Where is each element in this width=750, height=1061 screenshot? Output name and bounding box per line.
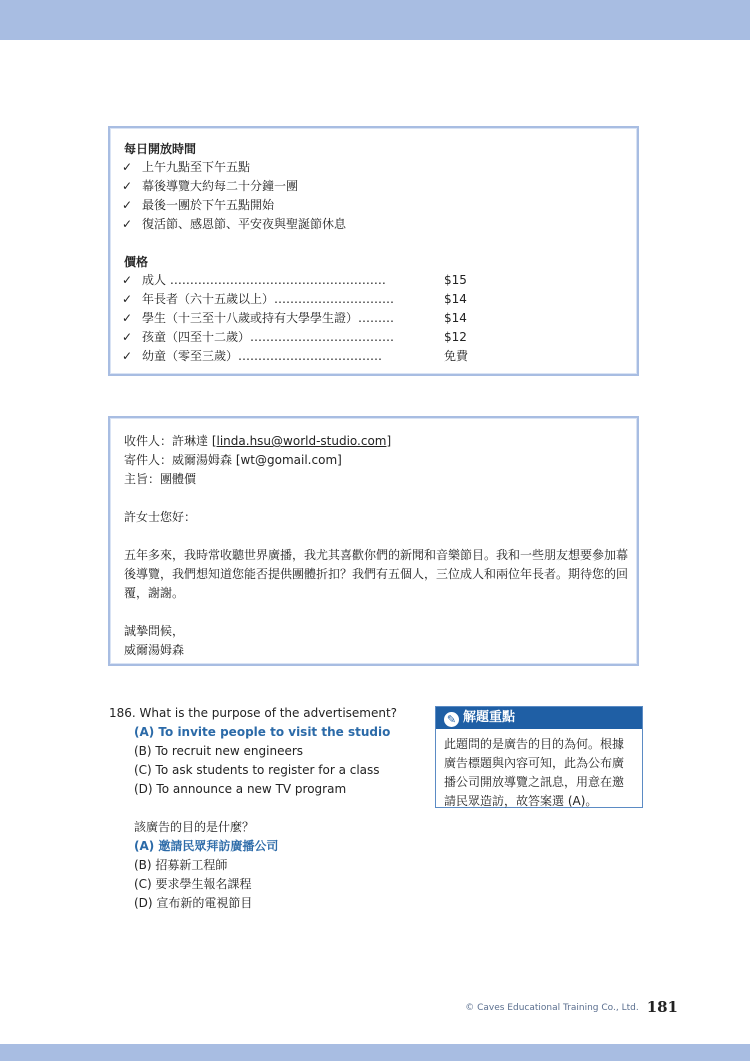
check-icon: ✓	[122, 198, 133, 212]
email-content	[124, 432, 629, 660]
option-a-zh: (A) 邀請民眾拜訪廣播公司	[134, 839, 279, 853]
tip-body: 此題問的是廣告的目的為何。根據廣告標題與內容可知，此為公布廣播公司開放導覽之訊息，用意在邀請民眾造訪，故答案選 (A)。	[444, 737, 625, 808]
check-icon: ✓	[122, 292, 133, 306]
page-footer	[465, 998, 678, 1016]
price-row: ✓ 年長者（六十五歲以上）………………………… $14	[122, 290, 468, 309]
email-closing: 誠摯問候，	[124, 624, 185, 638]
option-c-en: (C) To ask students to register for a class	[134, 763, 380, 777]
price-row: ✓ 孩童（四至十二歲）……………………………… $12	[122, 328, 468, 347]
top-color-band	[0, 0, 750, 40]
tip-box	[435, 706, 643, 808]
option-d-zh: (D) 宣布新的電視節目	[134, 896, 253, 910]
question-block	[109, 704, 429, 913]
option-b-en: (B) To recruit new engineers	[134, 744, 304, 758]
pencil-icon: ✎	[444, 712, 459, 727]
hours-list	[122, 158, 346, 234]
option-d-en: (D) To announce a new TV program	[134, 782, 347, 796]
page-number: 181	[646, 998, 678, 1016]
email-subject: 主旨：團體價	[124, 472, 197, 486]
copyright: © Caves Educational Training Co., Ltd.	[465, 1003, 639, 1013]
price-row: ✓ 學生（十三至十八歲或持有大學學生證）……… $14	[122, 309, 468, 328]
option-b-zh: (B) 招募新工程師	[134, 858, 228, 872]
option-a-en: (A) To invite people to visit the studio	[134, 725, 391, 739]
list-item: ✓ 上午九點至下午五點	[122, 158, 346, 177]
prices-title: 價格	[124, 255, 149, 269]
list-item: ✓ 幕後導覽大約每二十分鐘一團	[122, 177, 346, 196]
check-icon: ✓	[122, 160, 133, 174]
email-greeting: 許女士您好：	[124, 510, 197, 524]
tip-title: 解題重點	[463, 710, 516, 725]
check-icon: ✓	[122, 217, 133, 231]
tip-header	[436, 707, 642, 729]
check-icon: ✓	[122, 179, 133, 193]
check-icon: ✓	[122, 273, 133, 287]
check-icon: ✓	[122, 330, 133, 344]
option-c-zh: (C) 要求學生報名課程	[134, 877, 252, 891]
email-signature: 威爾湯姆森	[124, 643, 185, 657]
question-prompt-zh: 該廣告的目的是什麼？	[134, 820, 255, 834]
price-row: ✓ 成人 ……………………………………………… $15	[122, 271, 468, 290]
price-row: ✓ 幼童（零至三歲）……………………………… 免費	[122, 347, 468, 366]
question-prompt: 186. What is the purpose of the advertisement?	[109, 706, 398, 720]
email-box	[108, 416, 639, 666]
check-icon: ✓	[122, 349, 133, 363]
email-to-address[interactable]: [linda.hsu@world-studio.com]	[211, 434, 392, 448]
hours-title: 每日開放時間	[124, 142, 197, 156]
advertisement-box	[108, 126, 639, 376]
email-from: 寄件人：威爾湯姆森 [wt@gomail.com]	[124, 453, 342, 467]
list-item: ✓ 最後一團於下午五點開始	[122, 196, 346, 215]
email-body: 五年多來，我時常收聽世界廣播，我尤其喜歡你們的新聞和音樂節目。我和一些朋友想要參加幕後導覽，我們想知道您能否提供團體折扣？我們有五個人，三位成人和兩位年長者。期待您的回覆，謝謝。	[124, 548, 629, 600]
bottom-color-band	[0, 1044, 750, 1061]
list-item: ✓ 復活節、感恩節、平安夜與聖誕節休息	[122, 215, 346, 234]
price-list	[122, 271, 468, 366]
email-to: 收件人：許琳達 [linda.hsu@world-studio.com]	[124, 434, 392, 448]
check-icon: ✓	[122, 311, 133, 325]
